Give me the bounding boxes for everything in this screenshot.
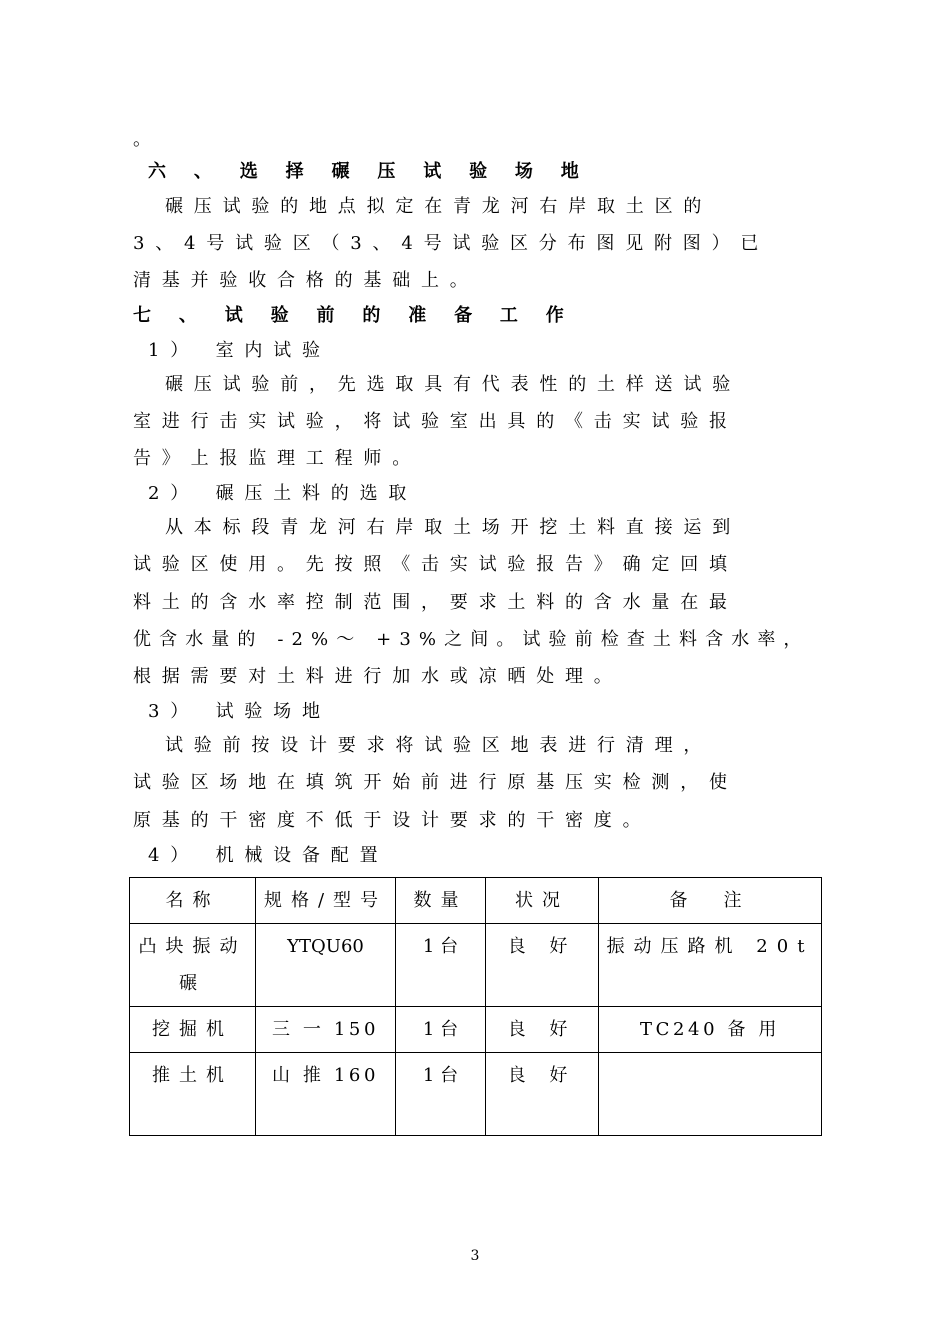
para-2-line-3: 料土的含水率控制范围，要求土料的含水量在最 [133, 592, 738, 613]
cell-status: 良 好 [486, 924, 599, 1007]
cell-spec: 三 一 150 [256, 1007, 396, 1053]
para-2-line-4: 优含水量的 -2%～ +3%之间。试验前检查土料含水率， [133, 629, 810, 650]
cell-name: 推土机 [130, 1053, 256, 1136]
cell-name: 凸块振动碾 [130, 924, 256, 1007]
cell-note [599, 1053, 822, 1136]
heading-seven: 七 、 试 验 前 的 准 备 工 作 [133, 305, 575, 326]
para-3-line-2: 试验区场地在填筑开始前进行原基压实检测，使 [133, 772, 738, 793]
para-6-line-3: 清基并验收合格的基础上。 [133, 270, 479, 291]
cell-qty: 1 台 [396, 1053, 486, 1136]
header-name: 名称 [130, 878, 256, 924]
page-number: 3 [470, 1248, 480, 1264]
cell-name: 挖掘机 [130, 1007, 256, 1053]
table-header-row [130, 878, 822, 924]
cell-note: 振动压路机 20t [599, 924, 822, 1007]
table-row [130, 1007, 822, 1053]
para-6-line-1: 碾压试验的地点拟定在青龙河右岸取土区的 [165, 196, 713, 217]
para-1-line-3: 告》上报监理工程师。 [133, 448, 421, 469]
cell-qty: 1 台 [396, 1007, 486, 1053]
table-row [130, 924, 822, 1007]
heading-six: 六 、 选 择 碾 压 试 验 场 地 [148, 161, 590, 182]
para-1-line-2: 室进行击实试验，将试验室出具的《击实试验报 [133, 411, 738, 432]
para-2-line-2: 试验区使用。先按照《击实试验报告》确定回填 [133, 554, 738, 575]
cell-spec: YTQU60 [256, 924, 396, 1007]
subheading-3: 3） 试验场地 [148, 701, 331, 722]
cell-status: 良 好 [486, 1053, 599, 1136]
cell-qty: 1 台 [396, 924, 486, 1007]
para-2-line-5: 根据需要对土料进行加水或凉晒处理。 [133, 666, 623, 687]
para-2-line-1: 从本标段青龙河右岸取土场开挖土料直接运到 [165, 517, 741, 538]
fragment-period: 。 [133, 129, 162, 150]
cell-status: 良 好 [486, 1007, 599, 1053]
subheading-4: 4） 机械设备配置 [148, 845, 389, 866]
para-3-line-1: 试验前按设计要求将试验区地表进行清理， [165, 735, 713, 756]
equipment-table [129, 877, 822, 1136]
para-6-line-2: 3、4号试验区（3、4号试验区分布图见附图）已 [133, 233, 770, 254]
header-note: 备 注 [599, 878, 822, 924]
header-spec: 规格/型号 [256, 878, 396, 924]
subheading-2: 2） 碾压土料的选取 [148, 483, 418, 504]
cell-spec: 山 推 160 [256, 1053, 396, 1136]
cell-note: TC240 备 用 [599, 1007, 822, 1053]
header-qty: 数量 [396, 878, 486, 924]
subheading-1: 1） 室内试验 [148, 340, 331, 361]
header-status: 状况 [486, 878, 599, 924]
para-3-line-3: 原基的干密度不低于设计要求的干密度。 [133, 810, 652, 831]
para-1-line-1: 碾压试验前，先选取具有代表性的土样送试验 [165, 374, 741, 395]
table-row [130, 1053, 822, 1136]
